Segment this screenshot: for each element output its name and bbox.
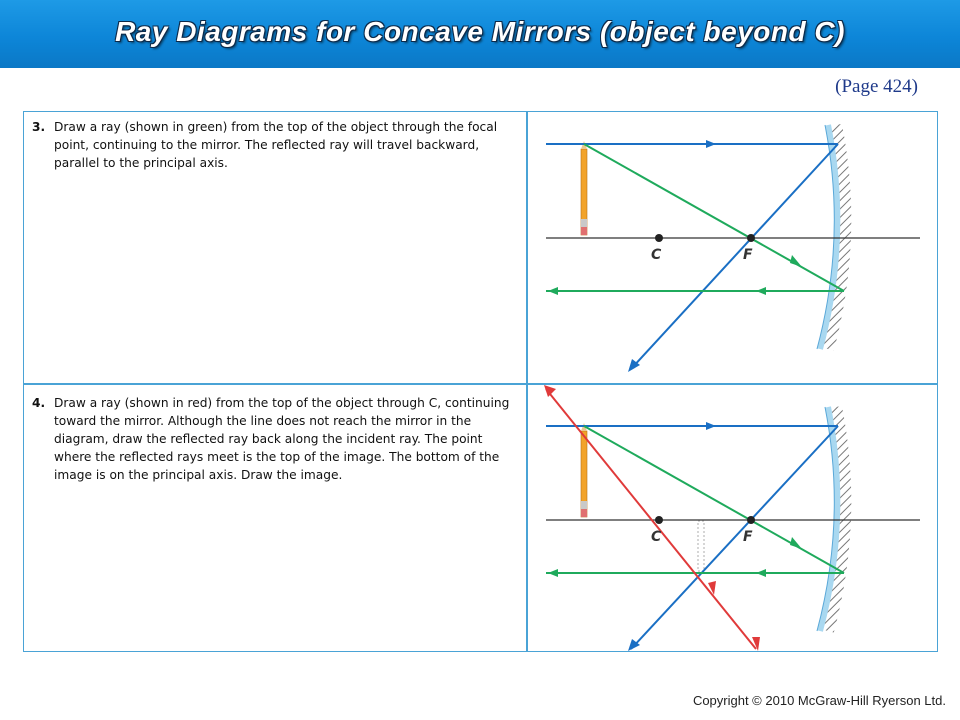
label-c: C bbox=[651, 247, 662, 263]
step-3-number: 3. bbox=[32, 120, 46, 134]
center-point bbox=[655, 234, 663, 242]
label-f: F bbox=[743, 529, 753, 545]
green-ray-incident bbox=[584, 144, 844, 291]
copyright-notice: Copyright © 2010 McGraw-Hill Ryerson Ltd. bbox=[692, 693, 946, 708]
ray-diagram-step-3 bbox=[528, 113, 937, 381]
label-c: C bbox=[651, 529, 662, 545]
step-3-text: Draw a ray (shown in green) from the top of the object through the focal point, continuing to the mirror. The reflected ray will travel backward, parallel to the principal axis. bbox=[54, 120, 498, 170]
green-ray-incident bbox=[584, 426, 844, 573]
focal-point bbox=[747, 516, 755, 524]
page-reference: (Page 424) bbox=[835, 76, 918, 97]
ray-diagram-step-4 bbox=[528, 385, 937, 651]
arrow-icon bbox=[756, 569, 766, 577]
concave-mirror bbox=[817, 407, 845, 631]
arrow-icon bbox=[706, 140, 716, 148]
slide-title: Ray Diagrams for Concave Mirrors (object beyond C) bbox=[115, 16, 845, 47]
image-outline bbox=[698, 521, 704, 571]
arrow-icon bbox=[548, 569, 558, 577]
step-4-number: 4. bbox=[32, 396, 46, 410]
focal-point bbox=[747, 234, 755, 242]
arrow-icon bbox=[708, 581, 716, 595]
blue-ray-reflected bbox=[631, 144, 838, 369]
arrow-icon bbox=[790, 537, 802, 549]
arrow-icon bbox=[790, 255, 802, 267]
center-point bbox=[655, 516, 663, 524]
red-ray bbox=[546, 389, 756, 649]
concave-mirror bbox=[817, 125, 845, 349]
step-4-text: Draw a ray (shown in red) from the top of the object through C, continuing toward the mirror. Although the line does not reach the mirror in the diagram, draw the reflected ray back along the incident ray. The point where the reflected rays meet is the top of the image. The bottom of the image is on the principal axis. Draw the image. bbox=[54, 396, 510, 482]
arrow-icon bbox=[706, 422, 716, 430]
pencil-object bbox=[581, 141, 587, 235]
title-bar bbox=[0, 0, 960, 68]
arrow-icon bbox=[756, 287, 766, 295]
arrow-icon bbox=[548, 287, 558, 295]
blue-ray-reflected bbox=[631, 426, 838, 649]
label-f: F bbox=[743, 247, 753, 263]
